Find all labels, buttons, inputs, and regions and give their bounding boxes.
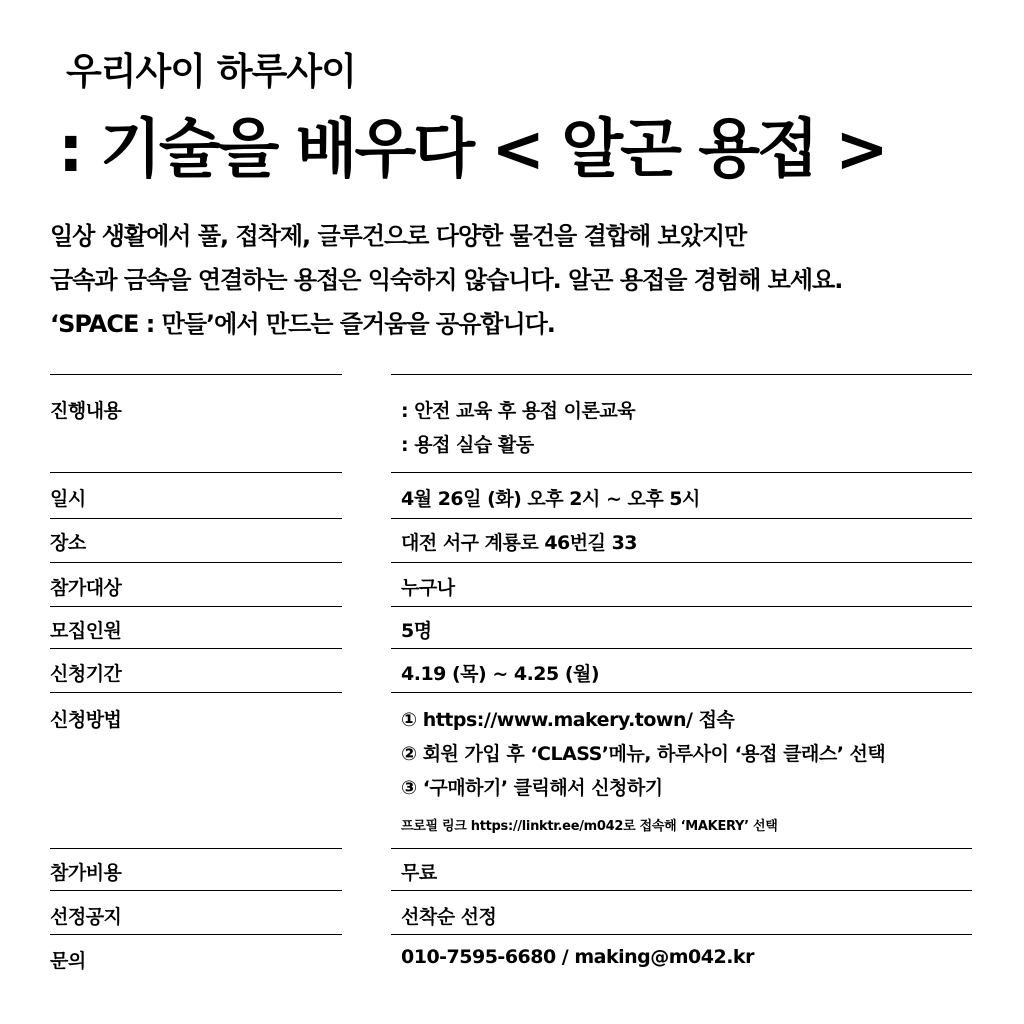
contact-value[interactable]: 010-7595-6680 / making@m042.kr: [401, 946, 754, 968]
intro-line: ‘SPACE : 만들’에서 만드는 즐거움을 공유합니다.: [50, 310, 555, 338]
period-label: 신청기간: [50, 663, 122, 685]
divider: [391, 374, 972, 375]
divider: [391, 518, 972, 519]
date-label: 일시: [50, 488, 86, 510]
selection-value: 선착순 선정: [401, 906, 497, 928]
divider: [391, 472, 972, 473]
divider: [50, 472, 342, 473]
divider: [391, 934, 972, 935]
divider: [391, 692, 972, 693]
progress-line: : 안전 교육 후 용접 이론교육: [401, 400, 636, 422]
contact-label: 문의: [50, 950, 86, 972]
method-label: 신청방법: [50, 709, 122, 731]
divider: [50, 890, 342, 891]
divider: [50, 648, 342, 649]
divider: [391, 890, 972, 891]
intro-line: 일상 생활에서 풀, 접착제, 글루건으로 다양한 물건을 결합해 보았지만: [50, 222, 747, 250]
target-value: 누구나: [401, 577, 455, 599]
date-value: 4월 26일 (화) 오후 2시 ~ 오후 5시: [401, 488, 700, 510]
divider: [50, 606, 342, 607]
place-value: 대전 서구 계룡로 46번길 33: [401, 532, 638, 554]
intro-line: 금속과 금속을 연결하는 용접은 익숙하지 않습니다. 알곤 용접을 경험해 보세요.: [50, 266, 843, 294]
method-step: ③ ‘구매하기’ 클릭해서 신청하기: [401, 777, 663, 799]
selection-label: 선정공지: [50, 906, 122, 928]
fee-label: 참가비용: [50, 862, 122, 884]
place-label: 장소: [50, 532, 86, 554]
intro-text: [50, 214, 980, 346]
method-step: ② 회원 가입 후 ‘CLASS’메뉴, 하루사이 ‘용접 클래스’ 선택: [401, 743, 886, 765]
divider: [50, 518, 342, 519]
divider: [391, 848, 972, 849]
method-step[interactable]: ① https://www.makery.town/ 접속: [401, 709, 735, 731]
divider: [50, 692, 342, 693]
divider: [50, 848, 342, 849]
capacity-label: 모집인원: [50, 620, 122, 642]
divider: [50, 374, 342, 375]
progress-line: : 용접 실습 활동: [401, 434, 534, 456]
target-label: 참가대상: [50, 577, 122, 599]
page-title: : 기술을 배우다 < 알곤 용접 >: [58, 113, 886, 187]
divider: [391, 606, 972, 607]
divider: [391, 648, 972, 649]
subtitle: 우리사이 하루사이: [66, 50, 356, 93]
fee-value: 무료: [401, 862, 437, 884]
divider: [50, 562, 342, 563]
divider: [50, 934, 342, 935]
method-note: 프로필 링크 https://linktr.ee/m042로 접속해 ‘MAKERY’ 선택: [401, 819, 778, 834]
divider: [391, 562, 972, 563]
capacity-value: 5명: [401, 620, 432, 642]
progress-label: 진행내용: [50, 400, 122, 422]
period-value: 4.19 (목) ~ 4.25 (월): [401, 663, 600, 685]
